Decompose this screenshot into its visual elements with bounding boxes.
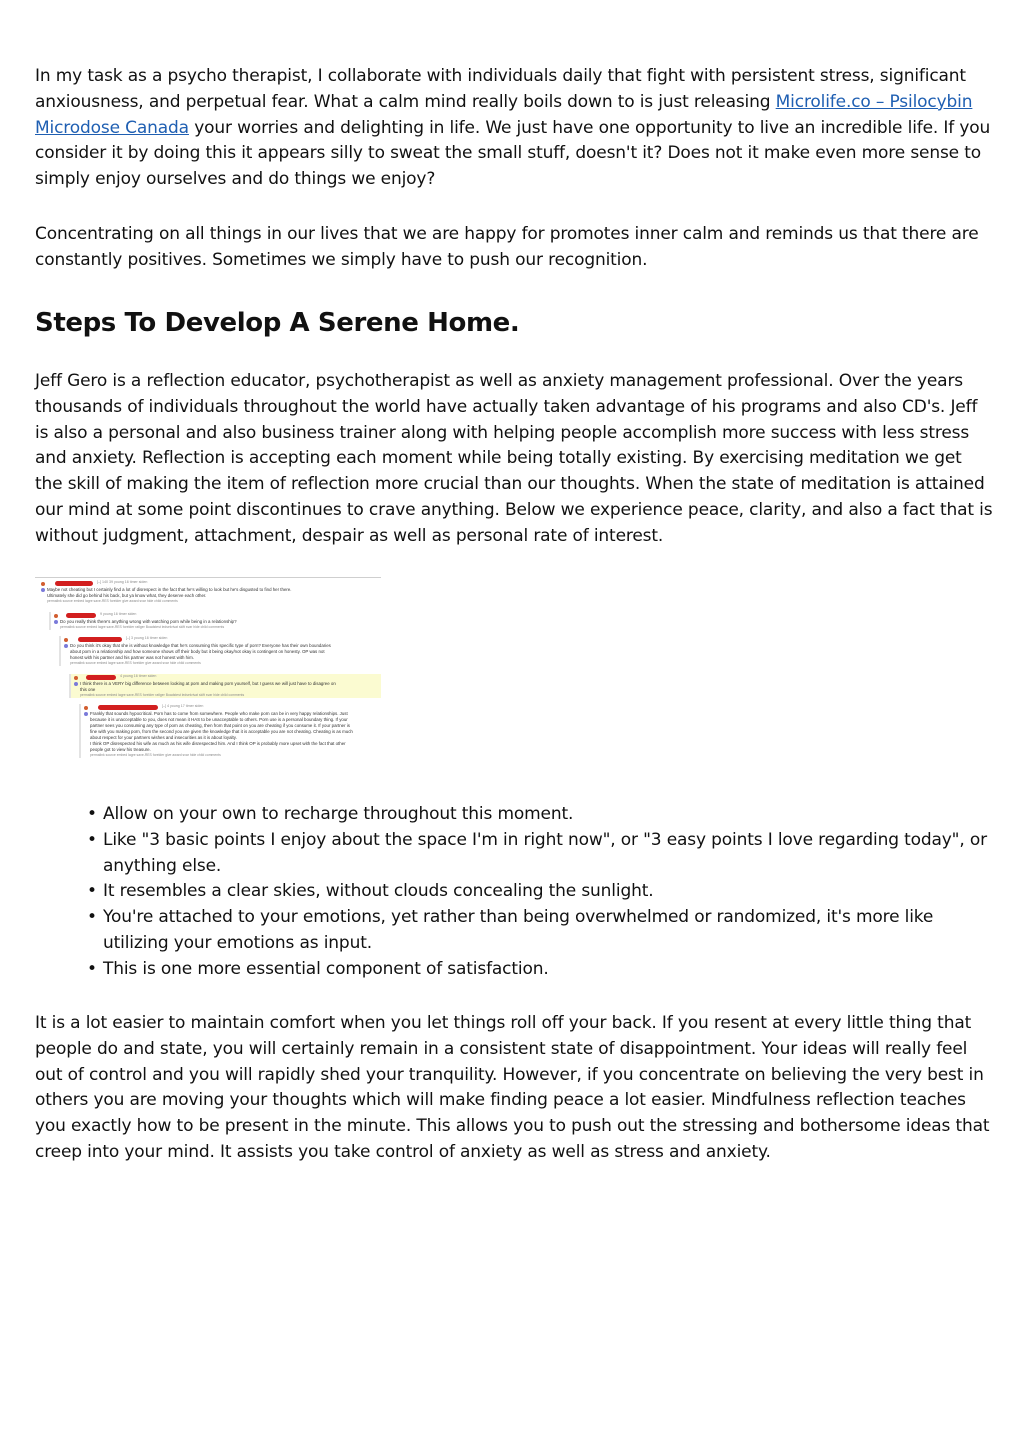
comment-actions: permalink source embed lagre save-RES forelder give award svar hide child comments: [47, 599, 178, 603]
bullet-icon: •: [87, 881, 97, 902]
redacted-username: [78, 637, 122, 642]
bullet-icon: •: [87, 804, 97, 824]
comment-line: partner sees you consuming any type of porn as cheating, then from that point on you are cheating if you consume it. If your partner is: [90, 723, 350, 728]
closing-paragraph: It is a lot easier to maintain comfort when you let things roll off your back. If you resent at every little thing that people do and state, you will certainly remain in a consistent state of disappointment. Your ideas will really feel out of control and you will rapidly shed your tranquility. However, if you concentrate on believing the very best in others you are moving your thoughts which will make finding peace a lot easier. Mindfulness reflection teaches you exactly how to be present in the minute. This allows you to push out the stressing and bothersome ideas that creep into your mind. It assists you take control of anxiety as well as stress and anxiety.: [35, 1013, 990, 1162]
jeff-gero-paragraph: Jeff Gero is a reflection educator, psychotherapist as well as anxiety management professional. Over the years thousands of individuals throughout the world have actually taken advantage of his programs and also CD's. Jeff is also a personal and also business trainer along with helping people accomplish more success with less stress and anxiety. Reflection is accepting each moment while being totally existing. By exercising meditation we get the skill of making the item of reflection more crucial than our thoughts. When the state of meditation is attained our mind at some point discontinues to crave anything. Below we experience peace, clarity, and also a fact that is without judgment, attachment, despair as well as personal rate of interest.: [35, 371, 993, 546]
comment-line: people got to view his treasure.: [90, 747, 151, 752]
gratitude-paragraph: Concentrating on all things in our lives that we are happy for promotes inner calm and reminds us that there are constantly positives. Sometimes we simply have to push our recognition.: [35, 224, 979, 270]
list-item: [87, 879, 993, 905]
comment-meta: 4 young 16 timer siden: [120, 674, 157, 678]
downvote-icon: [74, 682, 78, 686]
list-item-text: It resembles a clear skies, without clouds concealing the sunlight.: [103, 881, 654, 902]
comment-line: because it is unacceptable to you, does not mean it HAS to be unacceptable to others. Porn use is a personal boundary thing. If your: [90, 717, 348, 722]
intro-text-after-link: your worries and delighting in life. We just have one opportunity to live an incredible life. If you consider it by doing this it appears silly to sweat the small stuff, doesn't it? Does not it make even more sense to simply enjoy ourselves and do things we enjoy?: [35, 117, 991, 190]
list-item-text: This is one more essential component of satisfaction.: [103, 958, 549, 979]
comment-1: [47, 580, 377, 604]
comment-meta: 9 young 16 timer siden: [100, 612, 137, 616]
comment-actions: permalink source embed lagre save-RES forelder ratlger Boadstest ledsekrivat skift svar hide child comments: [80, 693, 245, 697]
bullet-icon: •: [87, 958, 97, 979]
list-item-text: You're attached to your emotions, yet rather than being overwhelmed or randomized, it's more like utilizing your emotions as input.: [103, 907, 934, 953]
upvote-icon: [41, 582, 45, 586]
list-item: [87, 828, 993, 880]
comment-line: honest with his partner and his partner was not honest with him.: [70, 655, 194, 660]
upvote-icon: [64, 638, 68, 642]
comment-5: [79, 704, 381, 758]
comment-meta: [–] 4 young 17 timer siden: [162, 704, 204, 708]
redacted-username: [86, 675, 116, 680]
comment-thread-screenshot: [35, 577, 381, 772]
comment-actions: permalink source embed lagre save-RES forelder give award svar hide child comments: [90, 753, 221, 757]
comment-meta: [–] 140 39 young 16 timer siden: [97, 580, 148, 584]
downvote-icon: [41, 588, 45, 592]
list-item-text: Like "3 basic points I enjoy about the space I'm in right now", or "3 easy points I love regarding today", or anything else.: [103, 829, 987, 876]
comment-line: Frankly that sounds hypocritical. Porn has to come from somewhere. People who make porn can be in very happy relationships. Just: [90, 711, 348, 716]
comment-meta: [–] 3 young 16 timer siden: [126, 636, 168, 640]
intro-paragraph: [35, 64, 993, 193]
upvote-icon: [84, 706, 88, 710]
redacted-username: [66, 613, 96, 618]
downvote-icon: [64, 644, 68, 648]
microlife-link[interactable]: Microlife.co – Psilocybin Microdose Canada: [35, 91, 973, 138]
comment-actions: permalink source embed lagre save-RES forelder give award svar hide child comments: [70, 661, 201, 665]
comment-line: Do you think it's okay that she is without knowledge that he's consuming this specific type of porn? Everyone has their own boundaries: [70, 643, 331, 648]
section-heading: Steps To Develop A Serene Home.: [35, 308, 520, 338]
comment-line: Ultimately she did go behind his back, but ya know what, they deserve each other.: [47, 593, 207, 598]
redacted-username: [98, 705, 158, 710]
comment-line: I think OP disrespected his wife as much as his wife disrespected him. And I think OP is probably more upset with the fact that other: [90, 741, 346, 746]
comment-line: this one: [80, 687, 96, 692]
list-item: [87, 905, 993, 957]
intro-text-before-link: In my task as a psycho therapist, I collaborate with individuals daily that fight with persistent stress, significant anxiousness, and perpetual fear. What a calm mind really boils down to is just releasing: [35, 66, 966, 112]
comment-line: Maybe not cheating but I certainly find a lot of disrespect in the fact that he's willing to look but he's disgusted to find her there.: [47, 587, 292, 592]
list-item-text: Allow on your own to recharge throughout this moment.: [103, 804, 574, 824]
comment-3: [59, 636, 381, 666]
comment-line: Do you really think there's anything wrong with watching porn while being in a relationship?: [60, 619, 237, 624]
comment-line: I think there is a VERY big difference between looking at porn and making porn yourself, but I guess we will just have to disagree on: [80, 681, 336, 686]
upvote-icon: [54, 614, 58, 618]
bullet-icon: •: [87, 829, 97, 850]
comment-2: [49, 612, 381, 630]
list-item: [87, 802, 993, 828]
comment-line: fine with you making porn, from the second you are given the knowledge that it is acceptable you are not cheating. Cheating is as much: [90, 729, 353, 734]
upvote-icon: [74, 676, 78, 680]
comment-4: [69, 674, 381, 698]
comment-actions: permalink source embed lagre save-RES forelder ratlger Boadstest ledsekrivat skift svar hide child comments: [60, 625, 225, 629]
comment-line: about porn in a relationship and how someone shows off their body but it being okay/not okay is contingent on honesty. OP was not: [70, 649, 325, 654]
bullet-list: [35, 802, 993, 983]
downvote-icon: [84, 712, 88, 716]
comment-line: about respect for your partners wishes and insecurities as it is about loyalty.: [90, 735, 237, 740]
downvote-icon: [54, 620, 58, 624]
redacted-username: [55, 581, 93, 586]
bullet-icon: •: [87, 907, 97, 928]
list-item: [87, 957, 993, 983]
